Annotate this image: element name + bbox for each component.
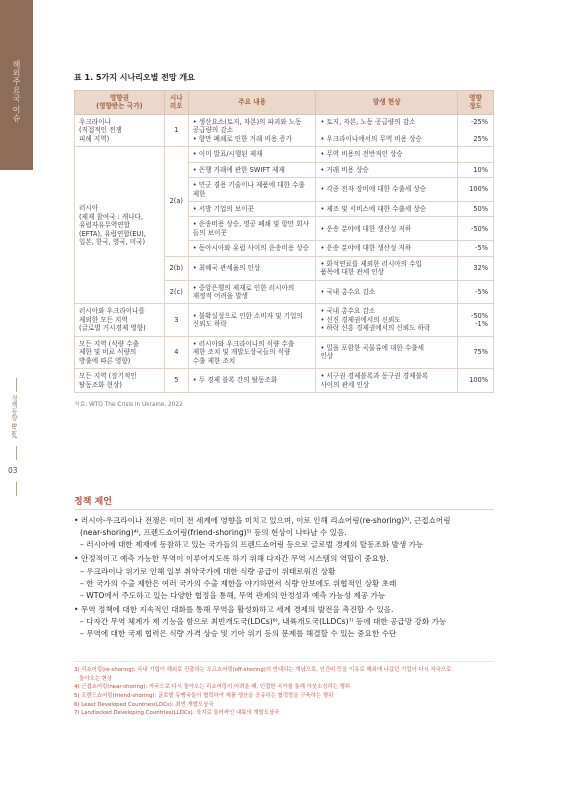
- cell-content: • 두 경제 블록 간의 탈동조화: [188, 369, 316, 393]
- page-number: 03: [8, 466, 18, 475]
- cell-region: 모든 지역 (장기적인 탈동조화 현상): [75, 369, 165, 393]
- table-row: [75, 304, 494, 336]
- cell-effect: 32%: [458, 256, 494, 280]
- header-content: 주요 내용: [188, 91, 316, 115]
- bullet-paragraph: • 안정적이고 예측 가능한 무역이 이루어지도록 하기 위해 다자간 무역 시스템의 역할이 중요함.: [74, 554, 389, 564]
- footnote: 7) Landlocked Developing Countries(LLDCs): 육지로 둘러싸인 내륙의 개발도상국: [74, 710, 280, 717]
- divider: [74, 509, 494, 510]
- cell-region: 러시아 (제재 참여국 : 캐나다, 유럽자유무역연합 (EFTA), 유럽연합(EU), 일본, 한국, 영국, 미국): [75, 147, 165, 304]
- cell-content: • 이미 발표/시행된 제재: [188, 147, 316, 162]
- cell-phenomenon: • 토지, 자본, 노동 공급량의 감소 • 우크라이나에서의 무역 비용 상승: [316, 114, 458, 146]
- cell-effect: -50% -1%: [458, 304, 494, 336]
- header-scenario: 시나 리오: [164, 91, 188, 115]
- cell-scenario: 1: [164, 114, 188, 146]
- divider: [74, 661, 494, 662]
- dash-item: – 다자간 무역 체계가 제 기능을 함으로 최빈개도국(LDCs)⁶⁾, 내륙개도국(LLDCs)⁷⁾ 등에 대한 공급망 강화 가능: [80, 617, 447, 627]
- divider: [16, 482, 17, 496]
- cell-phenomenon: • 무역 비용의 전반적인 상승: [316, 147, 458, 162]
- dash-item: – 무역에 대한 국제 협력은 식량 가격 상승 및 기아 위기 등의 문제를 해결할 수 있는 중요한 수단: [80, 629, 397, 639]
- header-effect: 영향 정도: [458, 91, 494, 115]
- cell-effect: -5%: [458, 280, 494, 304]
- table-row: [75, 114, 494, 146]
- table-section: [74, 72, 494, 408]
- cell-content: • 민군 겸용 기술이나 제품에 대한 수출 제한: [188, 178, 316, 202]
- cell-region: 우크라이나 (직접적인 전쟁 피해 지역): [75, 114, 165, 146]
- table-row: [75, 369, 494, 393]
- dash-item: – 우크라이나 위기로 인해 일부 취약국가에 대한 식량 공급이 위태로워진 상황: [80, 566, 336, 576]
- cell-effect: 100%: [458, 369, 494, 393]
- dash-item: – 러시아에 대한 제재에 동참하고 있는 국가들의 프렌드쇼어링 등으로 글로벌 경제의 탈동조화 발생 가능: [80, 540, 424, 550]
- cell-phenomenon: • 거래 비용 상승: [316, 162, 458, 177]
- cell-scenario: 2(c): [164, 280, 188, 304]
- cell-scenario: 2(b): [164, 256, 188, 280]
- table-header-row: [75, 91, 494, 115]
- cell-content: • 중앙은행의 제재로 인한 러시아의 재정적 어려움 발생: [188, 280, 316, 304]
- footnote: 6) Least Developed Countries(LDCs): 최빈 개발도상국: [74, 701, 214, 708]
- cell-scenario: 5: [164, 369, 188, 393]
- table-title: 표 1. 5가지 시나리오별 전망 개요: [74, 73, 195, 82]
- scenario-table: [74, 90, 494, 393]
- footnote: 돌아오는 현상: [74, 675, 113, 682]
- cell-content: • 생산요소(토지, 자본)의 파괴와 노동 공급량의 감소 • 항만 폐쇄로 인한 거래 비용 증가: [188, 114, 316, 146]
- cell-effect: -50%: [458, 217, 494, 241]
- table-row: [75, 336, 494, 368]
- cell-region: 모든 지역 (식량 수출 제한 및 비료 식량의 방출에 따른 영향): [75, 336, 165, 368]
- bullet-paragraph: • 무역 정책에 대한 지속적인 대화를 통해 무역을 활성화하고 세계 경제의 발전을 촉진할 수 있음.: [74, 604, 394, 614]
- brand-label: 정책동향 Brief: [10, 395, 18, 439]
- footnote: 5) 프렌드쇼어링(friend-shoring): 글로벌 동맹국들이 협력하여 제품 생산을 공유하는 협력망을 구축하는 행위: [74, 692, 334, 699]
- cell-content: • 최혜국 관세율의 인상: [188, 256, 316, 280]
- table-row: [75, 147, 494, 162]
- cell-phenomenon: • 화석연료를 제외한 러시아의 수입 품목에 대한 관세 인상: [316, 256, 458, 280]
- cell-phenomenon: • 각종 전자 장비에 대한 수출세 상승: [316, 178, 458, 202]
- bullet-continuation: (near-shoring)⁴⁾, 프렌드쇼어링(friend-shoring)⁵⁾ 등의 현상이 나타날 수 있음.: [80, 528, 347, 538]
- cell-content: • 불확실성으로 인한 소비자 및 기업의 신뢰도 하락: [188, 304, 316, 336]
- cell-phenomenon: • 국내 총수요 감소: [316, 280, 458, 304]
- footnote: 3) 리쇼어링(re-shoring): 국내 기업이 해외로 진출하는 오프쇼어링(off-shoring)의 반대되는 개념으로, 인건비 등을 이유로 해외에 나갔던 기업이 다시 자국으로: [74, 667, 452, 673]
- cell-region: 러시아와 우크라이나를 제외한 모든 지역 (글로벌 거시경제 영향): [75, 304, 165, 336]
- cell-effect: 10%: [458, 162, 494, 177]
- policy-body: [74, 513, 498, 640]
- sidebar-band: [0, 0, 33, 170]
- cell-phenomenon: • 제조 및 서비스에 대한 수출세 상승: [316, 201, 458, 216]
- cell-effect: 50%: [458, 201, 494, 216]
- cell-content: • 운송비용 상승, 영공 폐쇄 및 항만 회사 들의 보이콧: [188, 217, 316, 241]
- cell-phenomenon: • 서구권 경제블록과 동구권 경제블록 사이의 관세 인상: [316, 369, 458, 393]
- dash-item: – WTO에서 주도하고 있는 다양한 협정을 통해, 무역 관계의 안정성과 예측 가능성 제공 가능: [80, 590, 386, 600]
- cell-scenario: 2(a): [164, 147, 188, 257]
- bullet-paragraph: • 러시아-우크라이나 전쟁은 이미 전 세계에 영향을 미치고 있으며, 이로 인해 리쇼어링(re-shoring)³⁾, 근접쇼어링: [74, 516, 451, 525]
- cell-phenomenon: • 밀을 포함한 곡물류에 대한 수출세 인상: [316, 336, 458, 368]
- cell-scenario: 3: [164, 304, 188, 336]
- cell-content: • 러시아와 우크라이나의 식량 수출 제한 조치 및 개발도상국들의 식량 수출 제한 조치: [188, 336, 316, 368]
- table-source: 자료: WTO The Crisis in Ukraine, 2022: [74, 401, 183, 408]
- footnotes: [74, 666, 498, 718]
- header-phenomenon: 발생 현상: [316, 91, 458, 115]
- section-title: 정책 제언: [74, 497, 112, 507]
- cell-phenomenon: • 국내 총수요 감소 • 선진 경제권에서의 신뢰도 • 하락 신흥 경제권에서의 신뢰도 하락: [316, 304, 458, 336]
- cell-effect: -5%: [458, 241, 494, 256]
- divider: [16, 378, 17, 392]
- cell-phenomenon: • 운송 분야에 대한 생산성 저하: [316, 241, 458, 256]
- cell-phenomenon: • 운송 분야에 대한 생산성 저하: [316, 217, 458, 241]
- cell-effect: -25% 25%: [458, 114, 494, 146]
- cell-content: • 은행 거래에 관한 SWIFT 제재: [188, 162, 316, 177]
- cell-effect: 75%: [458, 336, 494, 368]
- header-region: 영향권 (영향받는 국가): [75, 91, 165, 115]
- sidebar-title: 해외주요국 이슈: [12, 60, 21, 123]
- footnote: 4) 근접쇼어링(near-shoring): 자국으로 다시 돌아오는 리쇼어링이 어려울 때, 인접한 국가를 통해 아웃소싱하는 행위: [74, 684, 351, 691]
- cell-content: • 동아시아와 유럽 사이의 운송비용 상승: [188, 241, 316, 256]
- cell-effect: [458, 147, 494, 162]
- cell-content: • 서방 기업의 보이콧: [188, 201, 316, 216]
- divider: [16, 446, 17, 460]
- cell-effect: 100%: [458, 178, 494, 202]
- dash-item: – 한 국가의 수출 제한은 여러 국가의 수출 제한을 야기하면서 식량 안보에도 위협적인 상황 초래: [80, 578, 397, 588]
- cell-scenario: 4: [164, 336, 188, 368]
